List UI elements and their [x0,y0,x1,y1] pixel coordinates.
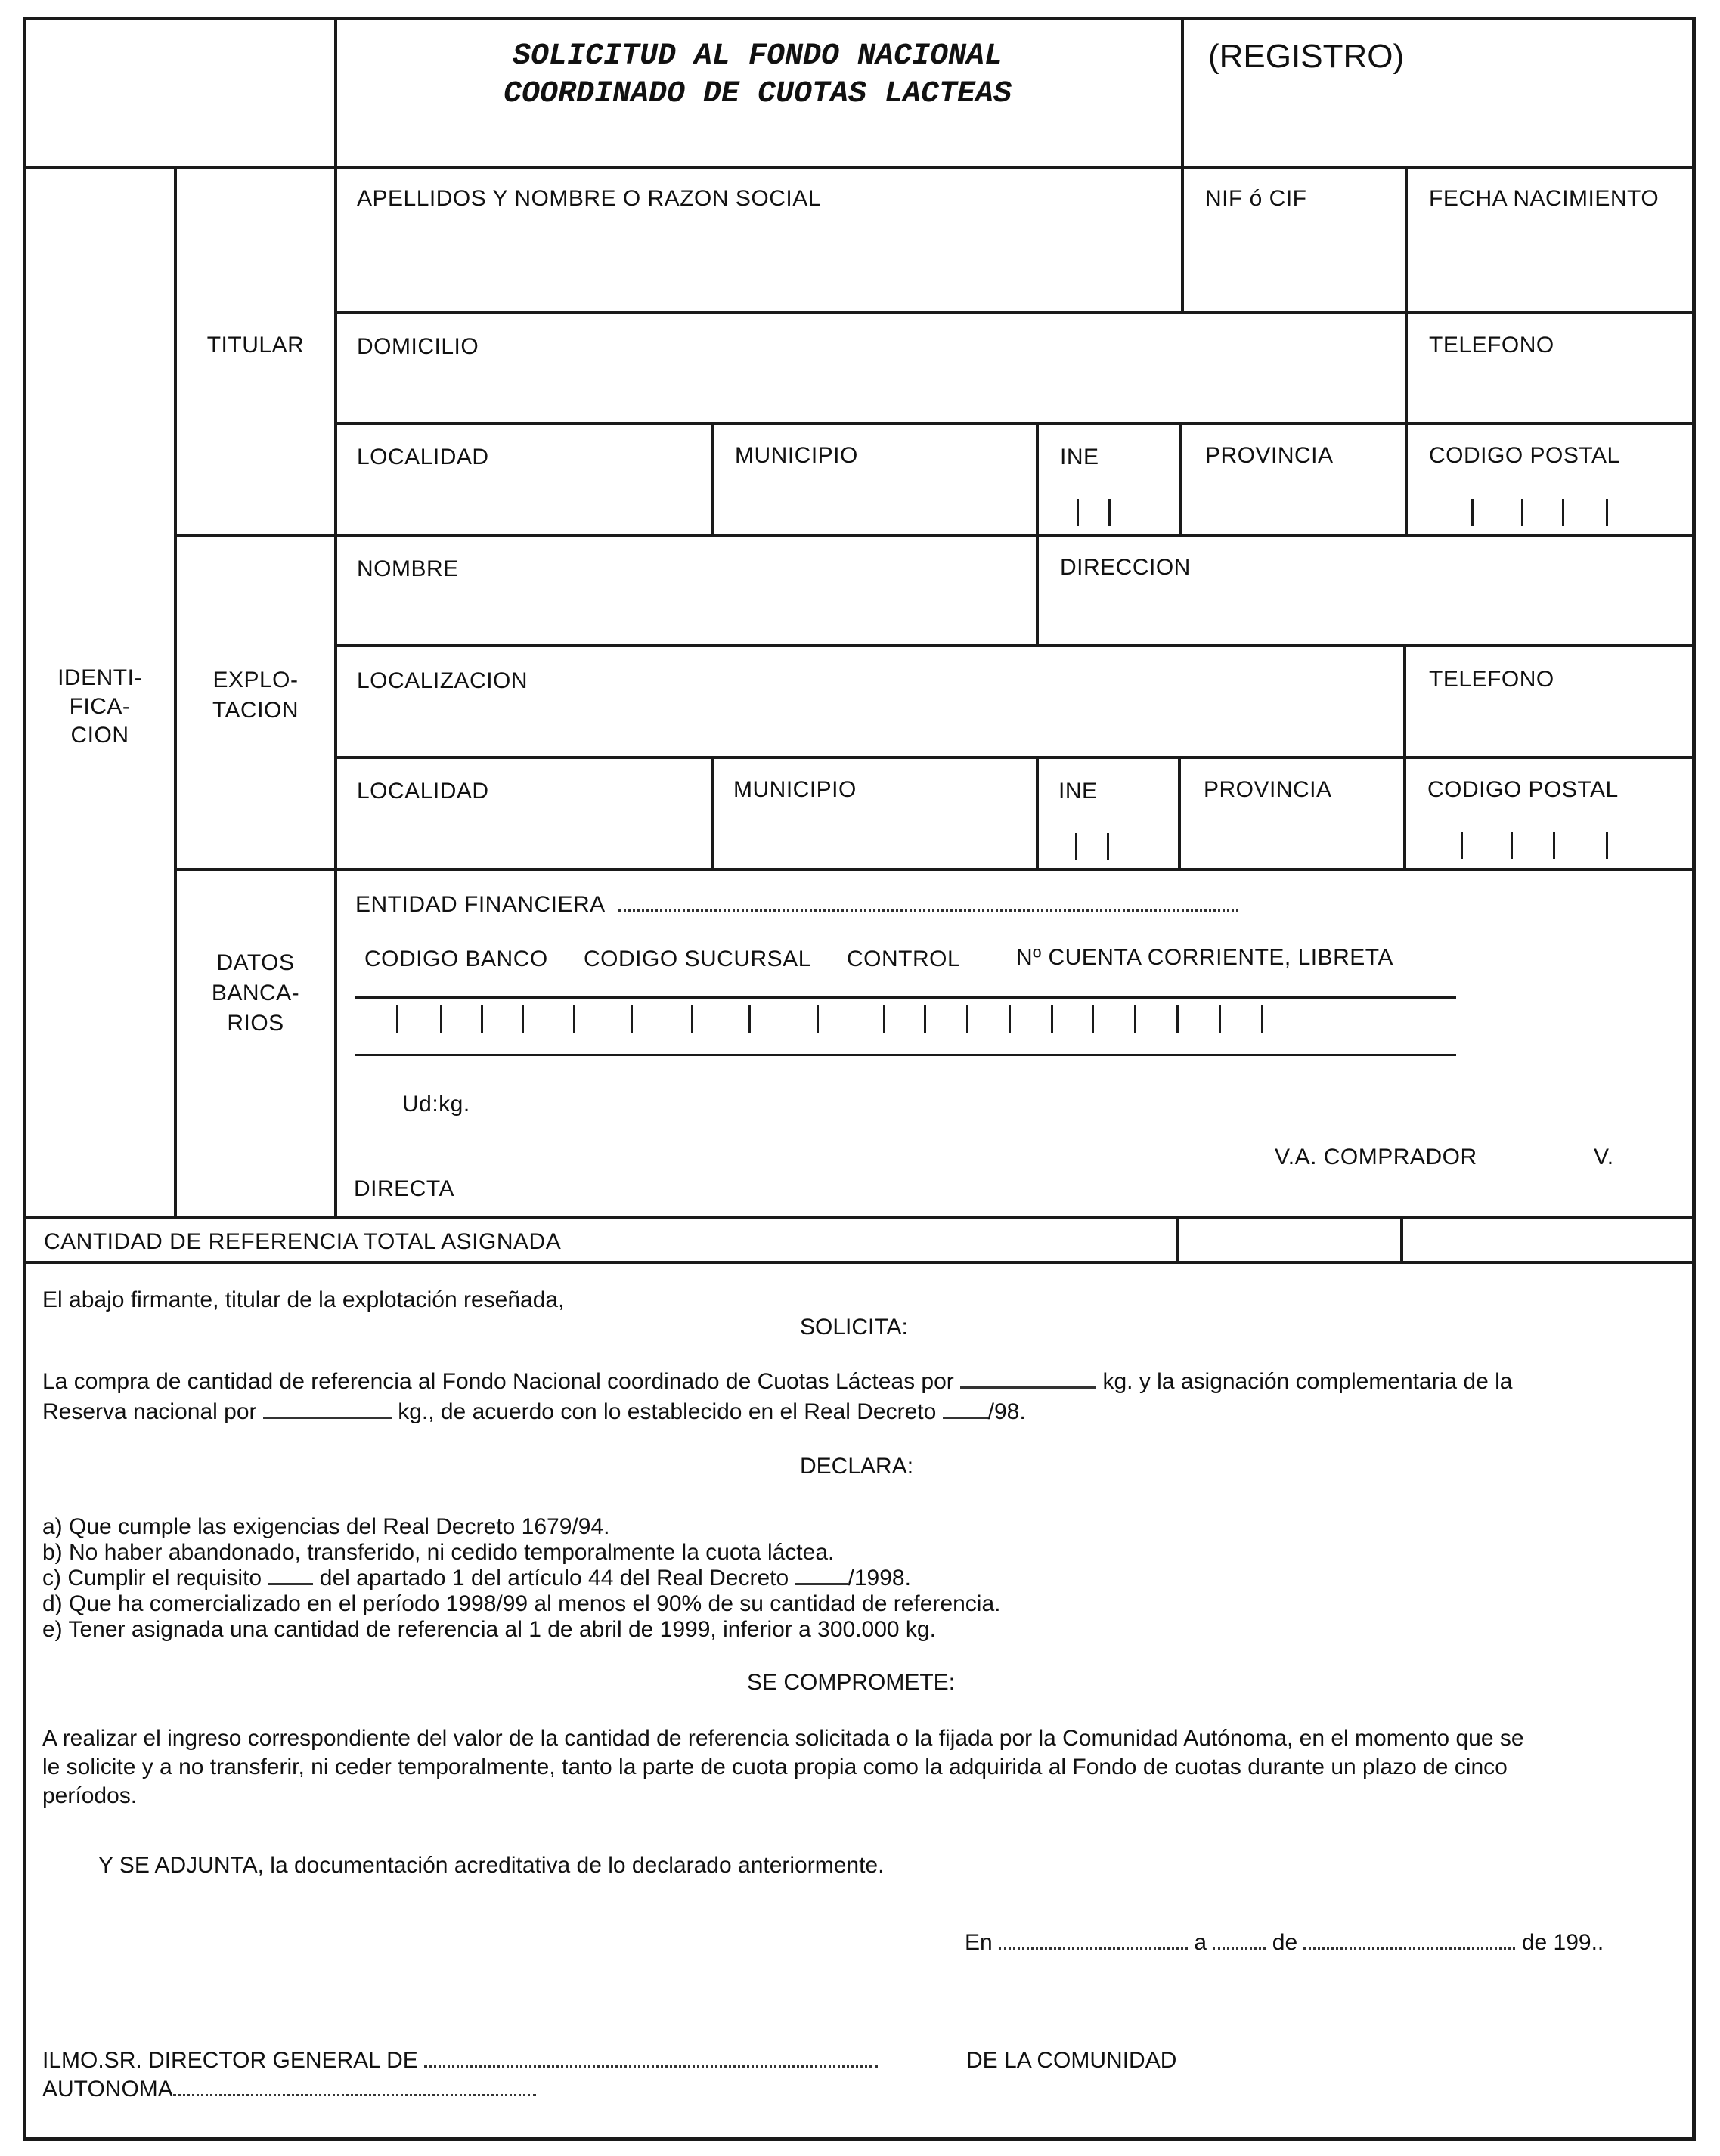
divider-provincia [1179,422,1182,534]
account-line-bottom [355,1054,1456,1056]
lugar-field[interactable] [999,1947,1188,1950]
declara-c3: /1998. [848,1566,911,1591]
autonoma-label: AUTONOMA [42,2077,173,2102]
codigo-sucursal-label: CODIGO SUCURSAL [584,946,811,971]
real-decreto-field[interactable] [943,1417,988,1419]
cp-tick [1461,832,1463,859]
bancarios-line2: BANCA- [211,980,300,1005]
divider-titular-end [174,534,1696,537]
divider-expl-row1 [334,644,1696,647]
solicita-text-c: Reserva nacional por [42,1399,257,1424]
account-tick [817,1005,819,1033]
divider-total-top [23,1216,1696,1219]
fecha-en: En [965,1930,993,1955]
cp-tick [1511,832,1513,859]
field-expl-ine-label: INE [1058,779,1098,804]
fecha-de: de [1272,1930,1298,1955]
divider-col2 [334,17,337,1217]
de-la-comunidad: DE LA COMUNIDAD [966,2048,1177,2073]
autonoma-line [42,2074,536,2105]
declara-b: b) No haber abandonado, transferido, ni cedido temporalmente la cuota láctea. [42,1540,835,1565]
divider-expl-ine [1036,756,1039,868]
account-tick [748,1005,751,1033]
requisito-field[interactable] [268,1583,313,1585]
dia-field[interactable] [1213,1947,1266,1950]
field-provincia-label: PROVINCIA [1205,443,1334,468]
account-tick [440,1005,442,1033]
section-titular: TITULAR [206,333,305,358]
field-cp-label: CODIGO POSTAL [1429,443,1620,468]
field-fecha-label: FECHA NACIMIENTO [1429,186,1660,211]
declara-a: a) Que cumple las exigencias del Real Decreto 1679/94. [42,1514,610,1539]
field-direccion-label: DIRECCION [1060,555,1191,580]
divider-total-1 [1176,1216,1179,1261]
divider-telefono [1405,311,1408,422]
divider-header-registro [1181,17,1184,168]
divider-expl-provincia [1178,756,1181,868]
divider-total-bottom [23,1261,1696,1264]
cantidad-total-label: CANTIDAD DE REFERENCIA TOTAL ASIGNADA [44,1229,562,1254]
account-tick [1092,1005,1094,1033]
identificacion-line3: CION [70,723,129,748]
bancarios-line3: RIOS [227,1011,284,1036]
field-expl-cp-label: CODIGO POSTAL [1427,777,1619,802]
field-expl-provincia-label: PROVINCIA [1204,777,1332,802]
ilmo-label: ILMO.SR. DIRECTOR GENERAL DE [42,2048,418,2073]
solicita-text-d: kg., de acuerdo con lo establecido en el Real Decreto [398,1399,937,1424]
field-apellidos-label: APELLIDOS Y NOMBRE O RAZON SOCIAL [357,186,821,211]
field-domicilio-label: DOMICILIO [357,334,479,359]
ine-tick [1108,499,1111,526]
section-datos-bancarios [177,948,334,1039]
divider-total-2 [1400,1216,1403,1261]
fecha-line [965,1928,1604,1958]
divider-expl-row2 [334,756,1696,759]
cp-tick [1553,832,1555,859]
declara-heading: DECLARA: [800,1454,914,1479]
field-expl-telefono-label: TELEFONO [1429,667,1554,692]
cp-tick [1562,499,1564,526]
section-identificacion [26,664,174,750]
account-tick [1134,1005,1136,1033]
divider-expl-telefono [1403,644,1406,756]
director-field[interactable] [424,2065,878,2068]
cp-tick [1471,499,1474,526]
directa-label: DIRECTA [354,1176,454,1201]
va-comprador-label: V.A. COMPRADOR [1275,1145,1477,1169]
account-tick [1051,1005,1053,1033]
control-label: CONTROL [847,946,961,971]
form-title-line2: COORDINADO DE CUOTAS LACTEAS [503,77,1012,111]
account-tick [924,1005,926,1033]
divider-expl-end [174,868,1696,871]
kg-fondo-field[interactable] [960,1386,1096,1389]
field-telefono-label: TELEFONO [1429,333,1554,358]
cuenta-label: Nº CUENTA CORRIENTE, LIBRETA [1016,945,1393,970]
divider-cp [1405,422,1408,534]
declara-e: e) Tener asignada una cantidad de referencia al 1 de abril de 1999, inferior a 300.000 kg. [42,1617,936,1642]
ud-kg-label: Ud:kg. [402,1092,470,1117]
adjunta-text: Y SE ADJUNTA, la documentación acreditativa de lo declarado anteriormente. [98,1853,885,1878]
compromete-line2: le solicite y a no transferir, ni ceder temporalmente, tanto la parte de cuota propia como la adquirida al Fondo de cuotas durante un plazo de cinco [42,1755,1508,1780]
ine-tick [1075,833,1077,860]
compromete-heading: SE COMPROMETE: [747,1670,956,1695]
solicita-heading: SOLICITA: [800,1315,908,1340]
account-tick [631,1005,633,1033]
account-tick [691,1005,693,1033]
explotacion-line1: EXPLO- [212,668,299,692]
compromete-line1: A realizar el ingreso correspondiente del valor de la cantidad de referencia solicitada o la fijada por la Comunidad Autónoma, en el momento que se [42,1726,1524,1751]
solicita-text-b: kg. y la asignación complementaria de la [1102,1369,1513,1394]
intro-text: El abajo firmante, titular de la explotación reseñada, [42,1287,565,1312]
divider-titular-row1 [334,311,1696,314]
ine-tick [1077,499,1079,526]
cp-tick [1606,832,1608,859]
account-tick [1261,1005,1263,1033]
cp-tick [1521,499,1523,526]
account-tick [1219,1005,1221,1033]
field-expl-localidad-label: LOCALIDAD [357,779,489,804]
kg-reserva-field[interactable] [263,1417,392,1419]
divider-titular-row2 [334,422,1696,425]
field-localizacion-label: LOCALIZACION [357,668,528,693]
divider-expl-municipio [711,756,714,868]
compromete-line3: períodos. [42,1783,138,1808]
account-tick [1009,1005,1011,1033]
field-expl-municipio-label: MUNICIPIO [733,777,857,802]
solicita-text-a: La compra de cantidad de referencia al Fondo Nacional coordinado de Cuotas Lácteas por [42,1369,954,1394]
field-nombre-label: NOMBRE [357,556,459,581]
registro-label: (REGISTRO) [1208,38,1405,75]
account-tick [1176,1005,1179,1033]
field-ine-label: INE [1060,445,1099,469]
declara-d: d) Que ha comercializado en el período 1998/99 al menos el 90% de su cantidad de referencia. [42,1591,1001,1616]
account-tick [883,1005,885,1033]
account-tick [481,1005,483,1033]
bancarios-line1: DATOS [216,950,295,975]
cp-tick [1606,499,1608,526]
divider-header [23,166,1696,169]
field-nif-label: NIF ó CIF [1205,186,1307,211]
account-line-top [355,996,1456,999]
account-tick [522,1005,524,1033]
declara-c2: del apartado 1 del artículo 44 del Real Decreto [319,1566,789,1591]
ilmo-line [42,2046,878,2076]
solicita-text-e: /98. [987,1399,1026,1424]
divider-ine [1036,422,1039,534]
fecha-de199: de 199.. [1521,1930,1604,1955]
account-tick [573,1005,575,1033]
identificacion-line2: FICA- [69,694,131,719]
decreto-1998-field[interactable] [795,1583,848,1585]
mes-field[interactable] [1303,1947,1515,1950]
section-explotacion [177,665,334,726]
form-title-line1: SOLICITUD AL FONDO NACIONAL [512,39,1003,73]
divider-direccion [1036,534,1039,644]
divider-expl-cp [1403,756,1406,868]
divider-municipio [711,422,714,534]
form-title [334,38,1181,113]
v-label: V. [1594,1145,1614,1169]
field-localidad-label: LOCALIDAD [357,445,489,469]
solicita-text-line2 [42,1397,1026,1427]
explotacion-line2: TACION [212,698,299,723]
field-municipio-label: MUNICIPIO [735,443,858,468]
entidad-financiera-field[interactable] [618,909,1238,912]
declara-c1: c) Cumplir el requisito [42,1566,262,1591]
autonoma-field[interactable] [173,2094,536,2096]
fecha-a: a [1194,1930,1207,1955]
identificacion-line1: IDENTI- [57,665,142,690]
entidad-financiera-label: ENTIDAD FINANCIERA [355,892,605,917]
ine-tick [1107,833,1109,860]
account-tick [966,1005,968,1033]
entidad-financiera [355,892,1238,918]
divider-fecha [1405,166,1408,311]
account-tick [396,1005,398,1033]
solicita-text-line1 [42,1367,1512,1397]
codigo-banco-label: CODIGO BANCO [364,946,548,971]
divider-nif [1181,166,1184,311]
